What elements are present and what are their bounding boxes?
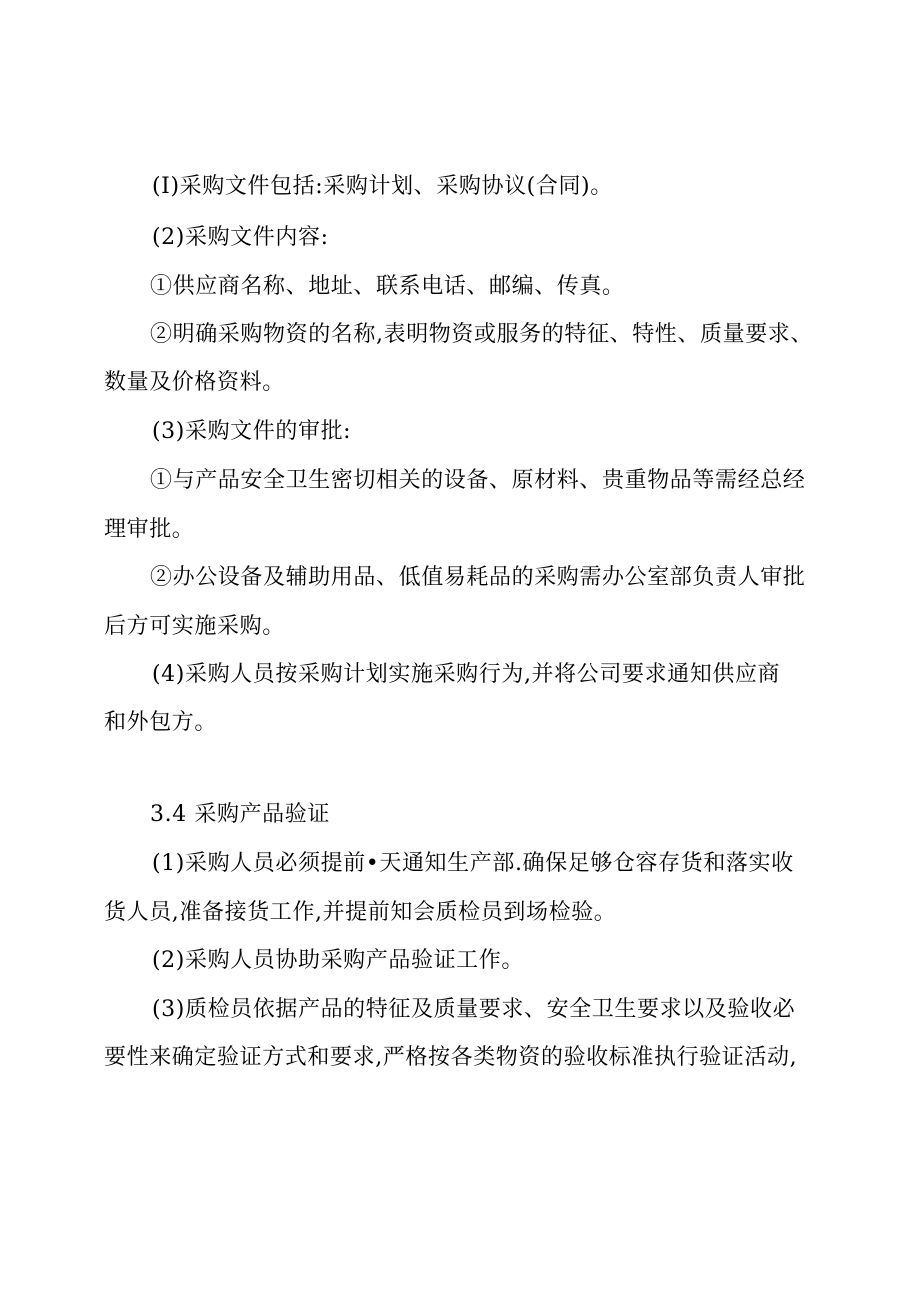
text-line: 数量及价格资料。	[104, 370, 285, 395]
text-line: (I)采购文件包括:采购计划、采购协议(合同)。	[152, 174, 613, 199]
text-line: (3)质检员依据产品的特征及质量要求、安全卫生要求以及验收必	[152, 997, 796, 1022]
text-line: ②明确采购物资的名称,表明物资或服务的特征、特性、质量要求、	[150, 322, 813, 347]
text-line: 货人员,准备接货工作,并提前知会质检员到场检验。	[104, 900, 617, 925]
text-line: ①供应商名称、地址、联系电话、邮编、传真。	[150, 274, 625, 299]
text-line: 理审批。	[104, 517, 195, 542]
text-line: 和外包方。	[104, 710, 218, 735]
text-line: (3)采购文件的审批:	[152, 419, 352, 444]
text-line: (2)采购人员协助采购产品验证工作。	[152, 948, 524, 973]
text-line: 后方可实施采购。	[104, 614, 285, 639]
text-line: (2)采购文件内容:	[152, 225, 329, 250]
text-line: 要性来确定验证方式和要求,严格按各类物资的验收标准执行验证活动,	[104, 1045, 798, 1070]
text-line: ②办公设备及辅助用品、低值易耗品的采购需办公室部负责人审批	[150, 565, 806, 590]
text-line: (1)采购人员必须提前•天通知生产部.确保足够仓容存货和落实收	[152, 851, 794, 876]
text-line: (4)采购人员按采购计划实施采购行为,并将公司要求通知供应商	[152, 662, 781, 687]
section-heading: 3.4 采购产品验证	[150, 802, 330, 827]
text-line: ①与产品安全卫生密切相关的设备、原材料、贵重物品等需经总经	[150, 468, 806, 493]
